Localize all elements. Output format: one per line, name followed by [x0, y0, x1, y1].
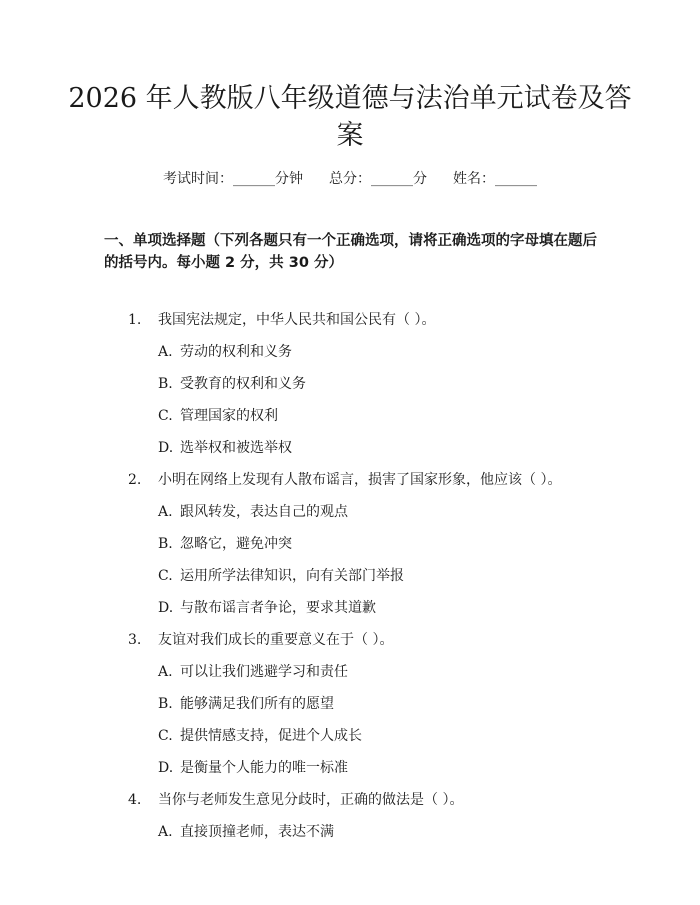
option-letter: B. — [158, 536, 173, 552]
question-text: 当你与老师发生意见分歧时，正确的做法是（ ）。 — [158, 792, 464, 808]
option-letter: D. — [158, 600, 174, 616]
question-2-option-b — [158, 534, 292, 554]
option-text: 能够满足我们所有的愿望 — [180, 696, 334, 712]
question-text: 友谊对我们成长的重要意义在于（ ）。 — [158, 632, 394, 648]
option-text: 可以让我们逃避学习和责任 — [180, 664, 348, 680]
option-text: 管理国家的权利 — [180, 408, 278, 424]
question-1-option-b — [158, 374, 306, 394]
exam-time-field: 考试时间：______分钟 — [163, 171, 303, 187]
question-text: 小明在网络上发现有人散布谣言，损害了国家形象，他应该（ ）。 — [158, 472, 562, 488]
option-text: 提供情感支持，促进个人成长 — [180, 728, 362, 744]
option-letter: B. — [158, 696, 173, 712]
question-number: 3. — [128, 632, 142, 648]
option-letter: A. — [158, 824, 173, 840]
total-score-field: 总分：______分 — [329, 171, 427, 187]
option-letter: C. — [158, 568, 173, 584]
question-2-option-c — [158, 566, 404, 586]
student-name-field: 姓名：______ — [453, 171, 537, 187]
question-2-option-a — [158, 502, 348, 522]
option-text: 忽略它，避免冲突 — [180, 536, 292, 552]
option-letter: A. — [158, 664, 173, 680]
question-3-option-b — [158, 694, 334, 714]
question-1-option-d — [158, 438, 292, 458]
question-2-option-d — [158, 598, 376, 618]
question-number: 1. — [128, 312, 142, 328]
option-letter: A. — [158, 504, 173, 520]
option-text: 直接顶撞老师，表达不满 — [180, 824, 334, 840]
question-3-option-a — [158, 662, 348, 682]
option-text: 选举权和被选举权 — [180, 440, 292, 456]
option-letter: D. — [158, 440, 174, 456]
question-1 — [128, 310, 435, 330]
option-text: 是衡量个人能力的唯一标准 — [180, 760, 348, 776]
option-text: 劳动的权利和义务 — [180, 344, 292, 360]
question-4-option-a — [158, 822, 334, 842]
question-3-option-d — [158, 758, 348, 778]
question-4 — [128, 790, 463, 810]
option-letter: C. — [158, 728, 173, 744]
option-letter: B. — [158, 376, 173, 392]
question-text: 我国宪法规定，中华人民共和国公民有（ ）。 — [158, 312, 436, 328]
option-letter: C. — [158, 408, 173, 424]
option-text: 运用所学法律知识，向有关部门举报 — [180, 568, 404, 584]
question-3-option-c — [158, 726, 362, 746]
option-text: 与散布谣言者争论，要求其道歉 — [180, 600, 376, 616]
question-number: 4. — [128, 792, 142, 808]
section-heading: 一、单项选择题（下列各题只有一个正确选项，请将正确选项的字母填在题后的括号内。每小题 2 分，共 30 分） — [104, 233, 597, 271]
option-text: 受教育的权利和义务 — [180, 376, 306, 392]
option-letter: D. — [158, 760, 174, 776]
question-3 — [128, 630, 393, 650]
exam-info-line — [0, 169, 700, 189]
question-1-option-c — [158, 406, 278, 426]
option-text: 跟风转发，表达自己的观点 — [180, 504, 348, 520]
document-title: 2026 年人教版八年级道德与法治单元试卷及答案 — [68, 83, 632, 151]
question-number: 2. — [128, 472, 142, 488]
question-1-option-a — [158, 342, 292, 362]
question-2 — [128, 470, 561, 490]
option-letter: A. — [158, 344, 173, 360]
